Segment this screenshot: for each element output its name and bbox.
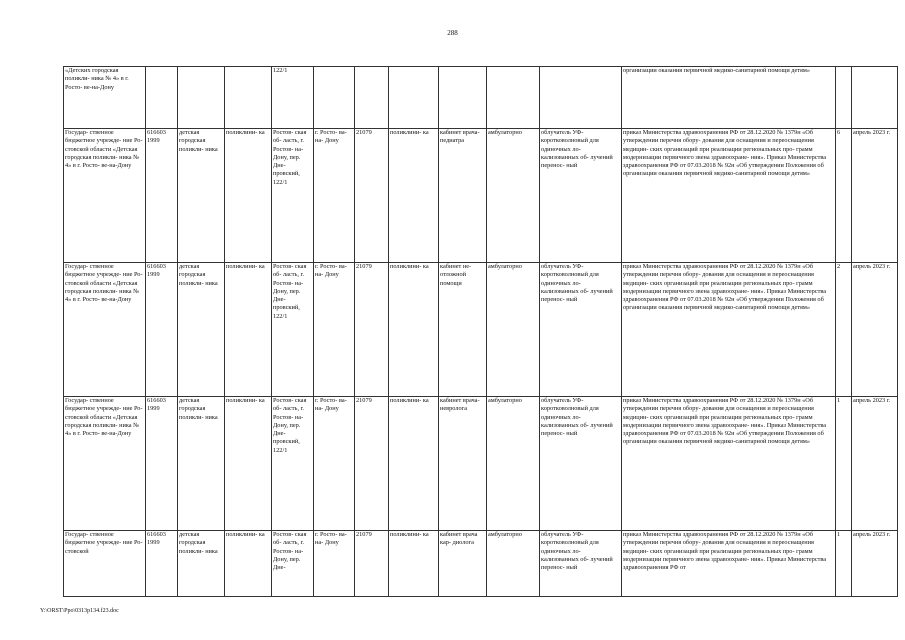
care-type-cell: амбулаторно xyxy=(487,397,540,531)
city-cell xyxy=(314,67,355,129)
type-cell xyxy=(178,67,225,129)
quantity-cell: 1 xyxy=(836,531,852,597)
care-type-cell: амбулаторно xyxy=(487,531,540,597)
table-row xyxy=(64,531,898,597)
care-type-cell: амбулаторно xyxy=(487,263,540,397)
equipment-cell: облучатель УФ- коротковолновый для одиночных ло- кализованных об- лучений перенос- ный xyxy=(540,129,622,263)
code-cell: 616603 1999 xyxy=(146,129,178,263)
unit-type-cell xyxy=(389,67,439,129)
date-cell: апрель 2023 г. xyxy=(852,263,898,397)
address-cell: Ростов- ская об- ласть, г. Ростов- на-Дону, пер. Дне- провский, 122/1 xyxy=(272,263,314,397)
institution-name-cell: Государ- ственное бюджетное учрежде- ние Ро- стовской области «Детская городская поликли- ника № 4» в г. Росто- ве-на-Дону xyxy=(64,129,146,263)
unit-type-cell: поликлини- ка xyxy=(389,397,439,531)
city-cell: г. Росто- ва-на- Дону xyxy=(314,129,355,263)
quantity-cell: 6 xyxy=(836,129,852,263)
date-cell: апрель 2023 г. xyxy=(852,531,898,597)
institution-name-cell: «Детских городская поликли- ника № 4» в г. Росто- ве-на-Дону xyxy=(64,67,146,129)
code-cell xyxy=(146,67,178,129)
address-cell: Ростов- ская об- ласть, г. Ростов- на-Дону, пер. Дне- xyxy=(272,531,314,597)
equipment-register-table xyxy=(63,66,898,597)
quantity-cell xyxy=(836,67,852,129)
institution-name-cell: Государ- ственное бюджетное учрежде- ние Ро- стовской области «Детская городская поликли- ника № 4» в г. Росто- ве-на-Дону xyxy=(64,263,146,397)
date-cell xyxy=(852,67,898,129)
equipment-cell: облучатель УФ- коротковолновый для одиночных ло- кализованных об- лучений перенос- ный xyxy=(540,397,622,531)
postcode-cell: 21079 xyxy=(355,129,389,263)
city-cell: г. Росто- ва-на- Дону xyxy=(314,263,355,397)
room-cell: кабинет врача- невролога xyxy=(439,397,487,531)
category-cell: поликлини- ка xyxy=(225,263,272,397)
type-cell: детская городская поликли- ника xyxy=(178,129,225,263)
postcode-cell: 21079 xyxy=(355,263,389,397)
table-row xyxy=(64,129,898,263)
institution-name-cell: Государ- ственное бюджетное учрежде- ние Ро- стовской xyxy=(64,531,146,597)
code-cell: 616603 1999 xyxy=(146,531,178,597)
city-cell: г. Росто- ва-на- Дону xyxy=(314,397,355,531)
category-cell: поликлини- ка xyxy=(225,129,272,263)
code-cell: 616603 1999 xyxy=(146,263,178,397)
legal-basis-cell: приказ Министерства здравоохранения РФ от 28.12.2020 № 1379н «Об утверждении перечня обору- дования для оснащения и переоснащения медицин- ских организаций при реализации региональных про- грамм модернизации первичного звена здравоохране- ния». Приказ Министерства здравоохранения РФ от xyxy=(622,531,836,597)
code-cell: 616603 1999 xyxy=(146,397,178,531)
institution-name-cell: Государ- ственное бюджетное учрежде- ние Ро- стовской области «Детская городская поликли- ника № 4» в г. Росто- ве-на-Дону xyxy=(64,397,146,531)
postcode-cell: 21079 xyxy=(355,531,389,597)
room-cell xyxy=(439,67,487,129)
equipment-cell: облучатель УФ- коротковолновый для одиночных ло- кализованных об- лучений перенос- ный xyxy=(540,531,622,597)
type-cell: детская городская поликли- ника xyxy=(178,263,225,397)
care-type-cell: амбулаторно xyxy=(487,129,540,263)
city-cell: г. Росто- ва-на- Дону xyxy=(314,531,355,597)
category-cell: поликлини- ка xyxy=(225,531,272,597)
quantity-cell: 1 xyxy=(836,397,852,531)
category-cell: поликлини- ка xyxy=(225,397,272,531)
care-type-cell xyxy=(487,67,540,129)
room-cell: кабинет врача- педиатра xyxy=(439,129,487,263)
quantity-cell: 2 xyxy=(836,263,852,397)
room-cell: кабинет не- отложной помощи xyxy=(439,263,487,397)
legal-basis-cell: приказ Министерства здравоохранения РФ от 28.12.2020 № 1379н «Об утверждении перечня обору- дования для оснащения и переоснащения медицин- ских организаций при реализации региональных про- грамм модернизации первичного звена здравоохране- ния». Приказ Министерства здравоохранения РФ от 07.03.2018 № 92н «Об утверждении Положения об организации оказания первичной медико-санитарной помощи детям» xyxy=(622,397,836,531)
unit-type-cell: поликлини- ка xyxy=(389,531,439,597)
footer-file-path: Y:\ORST\Ppo\0313p134.f23.doc xyxy=(40,608,119,614)
legal-basis-cell: приказ Министерства здравоохранения РФ от 28.12.2020 № 1379н «Об утверждении перечня обору- дования для оснащения и переоснащения медицин- ских организаций при реализации региональных про- грамм модернизации первичного звена здравоохране- ния». Приказ Министерства здравоохранения РФ от 07.03.2018 № 92н «Об утверждении Положения об организации оказания первичной медико-санитарной помощи детям» xyxy=(622,263,836,397)
table-row xyxy=(64,263,898,397)
equipment-cell: облучатель УФ- коротковолновый для одиночных ло- кализованных об- лучений перенос- ный xyxy=(540,263,622,397)
legal-basis-cell: приказ Министерства здравоохранения РФ от 28.12.2020 № 1379н «Об утверждении перечня обору- дования для оснащения и переоснащения медицин- ских организаций при реализации региональных про- грамм модернизации первичного звена здравоохране- ния». Приказ Министерства здравоохранения РФ от 07.03.2018 № 92н «Об утверждении Положения об организации оказания первичной медико-санитарной помощи детям» xyxy=(622,129,836,263)
page-number: 288 xyxy=(447,29,458,37)
address-cell: Ростов- ская об- ласть, г. Ростов- на-Дону, пер. Дне- провский, 122/1 xyxy=(272,397,314,531)
date-cell: апрель 2023 г. xyxy=(852,397,898,531)
equipment-cell xyxy=(540,67,622,129)
category-cell xyxy=(225,67,272,129)
type-cell: детская городская поликли- ника xyxy=(178,397,225,531)
postcode-cell: 21079 xyxy=(355,397,389,531)
legal-basis-cell: организации оказания первичной медико-санитарной помощи детям» xyxy=(622,67,836,129)
address-cell: Ростов- ская об- ласть, г. Ростов- на-Дону, пер. Дне- провский, 122/1 xyxy=(272,129,314,263)
table-row xyxy=(64,397,898,531)
unit-type-cell: поликлини- ка xyxy=(389,263,439,397)
table-row xyxy=(64,67,898,129)
postcode-cell xyxy=(355,67,389,129)
unit-type-cell: поликлини- ка xyxy=(389,129,439,263)
address-cell: 122/1 xyxy=(272,67,314,129)
date-cell: апрель 2023 г. xyxy=(852,129,898,263)
type-cell: детская городская поликли- ника xyxy=(178,531,225,597)
room-cell: кабинет врача кар- диолога xyxy=(439,531,487,597)
